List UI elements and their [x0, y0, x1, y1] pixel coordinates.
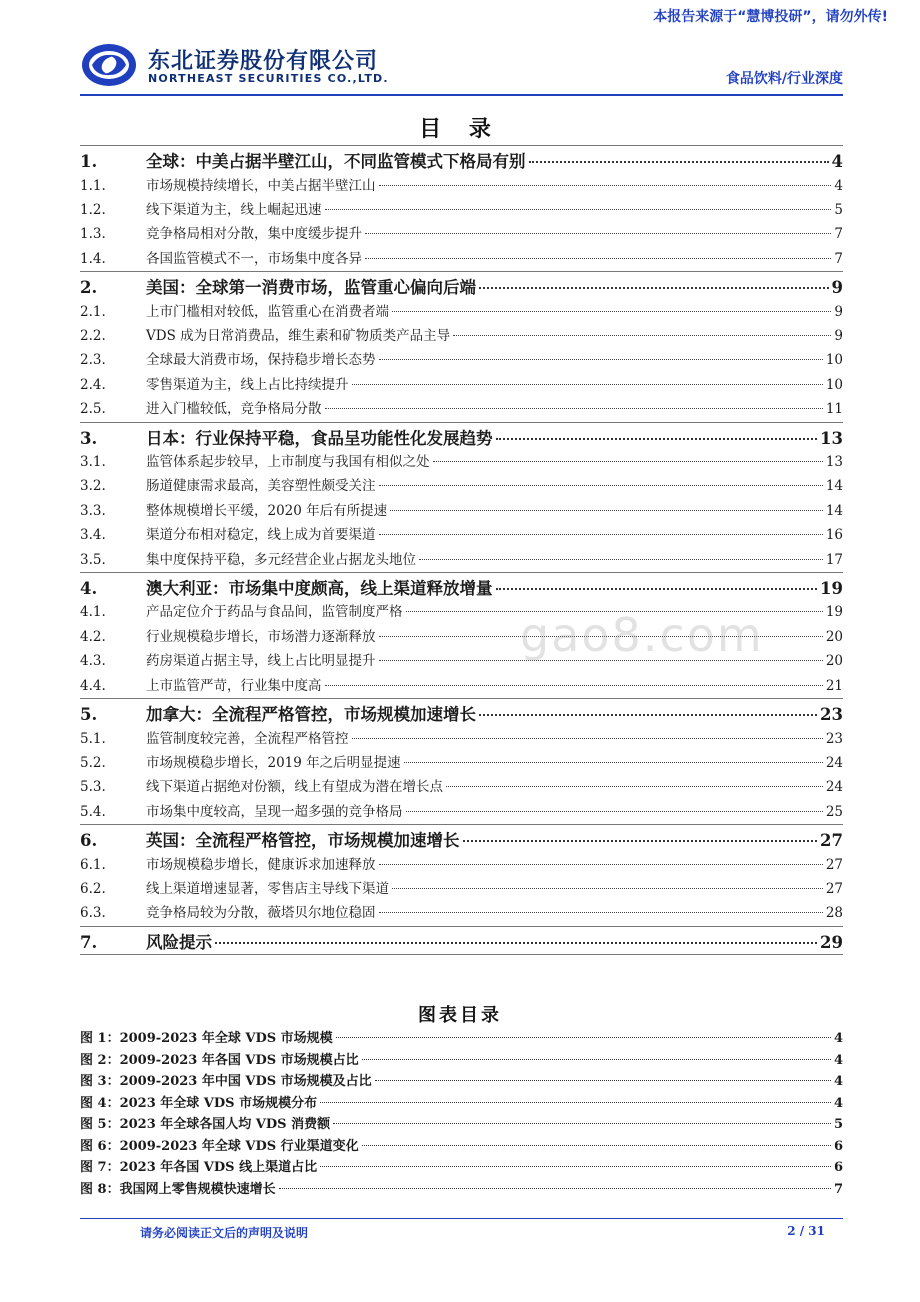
company-name-cn: 东北证券股份有限公司: [148, 49, 379, 74]
company-logo-icon: [80, 42, 138, 88]
toc-entry-number: 1.2.: [80, 201, 106, 218]
toc-entry-page: 27: [825, 856, 843, 873]
toc-entry-number: 5.2.: [80, 754, 106, 771]
toc-leader-dots: [496, 588, 818, 590]
toc-section-entry[interactable]: [80, 348, 843, 372]
toc-entry-page: 9: [834, 303, 843, 320]
toc-entry-number: 7.: [80, 932, 98, 952]
toc-entry-title: 线上渠道增速显著，零售店主导线下渠道: [146, 880, 389, 897]
toc-entry-page: 10: [825, 352, 843, 369]
toc-entry-page: 27: [820, 831, 843, 851]
toc-entry-title: 日本：行业保持平稳，食品呈功能性化发展趋势: [146, 428, 493, 448]
toc-entry-page: 19: [820, 578, 843, 598]
toc-section-entry[interactable]: [80, 397, 843, 421]
figure-leader-dots: [375, 1080, 831, 1081]
figure-list-entry[interactable]: [80, 1049, 843, 1071]
toc-chapter-entry[interactable]: [80, 422, 843, 451]
toc-entry-page: 28: [825, 905, 843, 922]
toc-section-entry[interactable]: [80, 198, 843, 222]
toc-leader-dots: [365, 258, 831, 259]
figure-entry-title: 图 8：我国网上零售规模快速增长: [80, 1181, 276, 1197]
toc-entry-title: 加拿大：全流程严格管控，市场规模加速增长: [146, 705, 476, 725]
toc-entry-title: 整体规模增长平缓，2020 年后有所提速: [146, 502, 388, 519]
toc-section-entry[interactable]: [80, 800, 843, 824]
toc-entry-number: 5.1.: [80, 730, 106, 747]
toc-entry-number: 1.3.: [80, 226, 106, 243]
toc-entry-page: 13: [825, 454, 843, 471]
toc-leader-dots: [390, 510, 823, 511]
toc-entry-number: 6.: [80, 831, 98, 851]
toc-entry-page: 21: [825, 677, 843, 694]
toc-chapter-entry[interactable]: [80, 271, 843, 300]
figure-list: [80, 1027, 843, 1199]
toc-entry-title: 市场规模稳步增长，2019 年之后明显提速: [146, 754, 401, 771]
toc-entry-number: 5.3.: [80, 779, 106, 796]
toc-section-entry[interactable]: [80, 222, 843, 246]
toc-entry-number: 2.4.: [80, 376, 106, 393]
toc-entry-title: 美国：全球第一消费市场，监管重心偏向后端: [146, 278, 476, 298]
toc-section-entry[interactable]: [80, 775, 843, 799]
figure-list-entry[interactable]: [80, 1156, 843, 1178]
toc-chapter-entry[interactable]: [80, 698, 843, 727]
figure-list-entry[interactable]: [80, 1027, 843, 1049]
toc-entry-number: 5.4.: [80, 803, 106, 820]
toc-leader-dots: [479, 714, 817, 716]
figure-list-title: 图表目录: [418, 1005, 502, 1026]
source-banner: 本报告来源于“慧博投研”，请勿外传!: [653, 9, 888, 25]
toc-chapter-entry[interactable]: [80, 926, 843, 955]
toc-entry-number: 4.2.: [80, 628, 106, 645]
toc-leader-dots: [379, 485, 823, 486]
toc-entry-page: 16: [825, 527, 843, 544]
toc-section-entry[interactable]: [80, 523, 843, 547]
toc-entry-page: 5: [834, 201, 843, 218]
toc-leader-dots: [496, 438, 818, 440]
toc-entry-page: 7: [834, 226, 843, 243]
toc-entry-page: 25: [825, 803, 843, 820]
toc-entry-title: 全球：中美占据半壁江山，不同监管模式下格局有别: [146, 152, 526, 171]
footer-notice: 请务必阅读正文后的声明及说明: [140, 1226, 309, 1240]
toc-leader-dots: [379, 534, 823, 535]
header-divider: [80, 94, 843, 96]
toc-entry-page: 9: [834, 327, 843, 344]
table-of-contents: [80, 145, 843, 955]
toc-entry-title: 上市门槛相对较低，监管重心在消费者端: [146, 303, 389, 320]
toc-section-entry[interactable]: [80, 450, 843, 474]
toc-chapter-entry[interactable]: [80, 145, 843, 174]
toc-section-entry[interactable]: [80, 174, 843, 198]
toc-leader-dots: [392, 311, 831, 312]
toc-entry-page: 4: [831, 152, 843, 171]
toc-entry-number: 4.4.: [80, 677, 106, 694]
toc-entry-title: 线下渠道占据绝对份额，线上有望成为潜在增长点: [146, 779, 443, 796]
toc-entry-title: 药房渠道占据主导，线上占比明显提升: [146, 653, 376, 670]
toc-entry-number: 2.1.: [80, 303, 106, 320]
toc-entry-page: 10: [825, 376, 843, 393]
toc-entry-number: 3.: [80, 428, 98, 448]
toc-entry-number: 3.5.: [80, 551, 106, 568]
toc-entry-page: 27: [825, 880, 843, 897]
figure-leader-dots: [362, 1145, 831, 1146]
toc-leader-dots: [352, 384, 823, 385]
toc-entry-number: 6.1.: [80, 856, 106, 873]
toc-section-entry[interactable]: [80, 499, 843, 523]
toc-leader-dots: [215, 942, 817, 944]
toc-section-entry[interactable]: [80, 324, 843, 348]
figure-list-entry[interactable]: [80, 1135, 843, 1157]
toc-entry-title: 上市监管严苛，行业集中度高: [146, 677, 322, 694]
toc-chapter-entry[interactable]: [80, 572, 843, 601]
figure-list-entry[interactable]: [80, 1113, 843, 1135]
toc-section-entry[interactable]: [80, 877, 843, 901]
toc-end-rule: [80, 954, 843, 955]
toc-entry-number: 1.1.: [80, 177, 106, 194]
toc-entry-title: 产品定位介于药品与食品间，监管制度严格: [146, 604, 403, 621]
toc-leader-dots: [404, 762, 823, 763]
toc-entry-page: 20: [825, 628, 843, 645]
toc-section-entry[interactable]: [80, 853, 843, 877]
section-tag: 食品饮料/行业深度: [725, 71, 843, 87]
figure-entry-page: 6: [833, 1138, 843, 1154]
toc-leader-dots: [352, 738, 823, 739]
toc-entry-title: 集中度保持平稳，多元经营企业占据龙头地位: [146, 551, 416, 568]
toc-section-entry[interactable]: [80, 474, 843, 498]
toc-leader-dots: [325, 685, 823, 686]
toc-leader-dots: [379, 359, 823, 360]
toc-entry-number: 2.2.: [80, 327, 106, 344]
figure-leader-dots: [362, 1059, 831, 1060]
figure-entry-page: 6: [833, 1160, 843, 1175]
toc-entry-title: 竞争格局相对分散，集中度缓步提升: [146, 226, 362, 243]
toc-entry-title: 监管制度较完善，全流程严格管控: [146, 730, 349, 747]
figure-entry-page: 4: [833, 1031, 843, 1046]
watermark: gao8.com: [520, 608, 764, 662]
toc-entry-page: 24: [825, 754, 843, 771]
toc-entry-title: 渠道分布相对稳定，线上成为首要渠道: [146, 527, 376, 544]
toc-entry-title: 各国监管模式不一，市场集中度各异: [146, 250, 362, 267]
figure-entry-title: 图 7：2023 年各国 VDS 线上渠道占比: [80, 1160, 318, 1175]
figure-entry-page: 7: [833, 1181, 843, 1197]
figure-list-entry[interactable]: [80, 1092, 843, 1114]
toc-title: 目 录: [419, 116, 501, 142]
toc-entry-page: 23: [825, 730, 843, 747]
figure-entry-page: 4: [833, 1074, 843, 1089]
toc-entry-number: 2.3.: [80, 352, 106, 369]
figure-leader-dots: [333, 1123, 831, 1124]
toc-entry-number: 2.5.: [80, 401, 106, 418]
toc-entry-number: 6.3.: [80, 905, 106, 922]
toc-section-entry[interactable]: [80, 300, 843, 324]
figure-entry-page: 4: [833, 1052, 843, 1068]
toc-entry-title: 澳大利亚：市场集中度颇高，线上渠道释放增量: [146, 578, 493, 598]
toc-entry-title: 市场集中度较高，呈现一超多强的竞争格局: [146, 803, 403, 820]
page-header: [80, 38, 843, 94]
toc-entry-title: 行业规模稳步增长，市场潜力逐渐释放: [146, 628, 376, 645]
toc-entry-title: VDS 成为日常消费品，维生素和矿物质类产品主导: [146, 327, 451, 344]
toc-entry-title: 全球最大消费市场，保持稳步增长态势: [146, 352, 376, 369]
footer-divider: [80, 1218, 843, 1219]
figure-entry-title: 图 1：2009-2023 年全球 VDS 市场规模: [80, 1031, 333, 1046]
toc-entry-page: 20: [825, 653, 843, 670]
toc-entry-page: 23: [820, 705, 843, 725]
toc-leader-dots: [446, 786, 823, 787]
toc-leader-dots: [392, 888, 823, 889]
toc-entry-title: 监管体系起步较早，上市制度与我国有相似之处: [146, 454, 430, 471]
toc-entry-title: 零售渠道为主，线上占比持续提升: [146, 376, 349, 393]
toc-chapter-entry[interactable]: [80, 824, 843, 853]
toc-entry-title: 市场规模稳步增长，健康诉求加速释放: [146, 856, 376, 873]
figure-leader-dots: [336, 1037, 831, 1038]
toc-entry-page: 4: [834, 177, 843, 194]
figure-leader-dots: [320, 1102, 831, 1103]
figure-list-entry[interactable]: [80, 1178, 843, 1200]
toc-leader-dots: [325, 209, 832, 210]
figure-entry-title: 图 3：2009-2023 年中国 VDS 市场规模及占比: [80, 1074, 372, 1089]
toc-entry-page: 11: [825, 401, 843, 418]
toc-entry-page: 9: [831, 278, 843, 298]
toc-entry-page: 13: [820, 428, 843, 448]
toc-leader-dots: [433, 461, 823, 462]
toc-leader-dots: [379, 864, 823, 865]
toc-entry-number: 1.4.: [80, 250, 106, 267]
figure-entry-page: 5: [833, 1117, 843, 1132]
toc-entry-page: 29: [820, 932, 843, 952]
toc-entry-page: 17: [825, 551, 843, 568]
figure-entry-title: 图 4：2023 年全球 VDS 市场规模分布: [80, 1095, 318, 1111]
toc-entry-title: 风险提示: [146, 932, 212, 952]
toc-entry-number: 6.2.: [80, 880, 106, 897]
toc-entry-number: 4.: [80, 578, 98, 598]
toc-entry-number: 3.1.: [80, 454, 106, 471]
figure-list-entry[interactable]: [80, 1070, 843, 1092]
toc-section-entry[interactable]: [80, 247, 843, 271]
figure-entry-title: 图 2：2009-2023 年各国 VDS 市场规模占比: [80, 1052, 359, 1068]
toc-entry-title: 英国：全流程严格管控，市场规模加速增长: [146, 831, 460, 851]
toc-leader-dots: [529, 161, 829, 163]
toc-leader-dots: [406, 811, 823, 812]
toc-entry-number: 4.1.: [80, 604, 106, 621]
figure-leader-dots: [279, 1188, 831, 1189]
toc-entry-title: 进入门槛较低，竞争格局分散: [146, 401, 322, 418]
toc-entry-number: 4.3.: [80, 653, 106, 670]
toc-entry-number: 2.: [80, 278, 98, 298]
toc-entry-page: 19: [825, 604, 843, 621]
figure-leader-dots: [320, 1166, 831, 1167]
toc-leader-dots: [479, 287, 829, 289]
figure-entry-title: 图 5：2023 年全球各国人均 VDS 消费额: [80, 1117, 331, 1132]
company-name-en: NORTHEAST SECURITIES CO.,LTD.: [148, 72, 389, 85]
toc-section-entry[interactable]: [80, 751, 843, 775]
toc-leader-dots: [379, 185, 832, 186]
toc-entry-page: 7: [834, 250, 843, 267]
toc-entry-title: 市场规模持续增长，中美占据半壁江山: [146, 177, 376, 194]
toc-entry-number: 5.: [80, 705, 98, 725]
toc-entry-page: 14: [825, 478, 843, 495]
toc-entry-page: 14: [825, 502, 843, 519]
toc-leader-dots: [325, 408, 823, 409]
toc-section-entry[interactable]: [80, 548, 843, 572]
toc-entry-number: 3.2.: [80, 478, 106, 495]
toc-section-entry[interactable]: [80, 727, 843, 751]
toc-entry-number: 1.: [80, 152, 98, 171]
toc-leader-dots: [365, 233, 831, 234]
toc-leader-dots: [379, 912, 823, 913]
toc-entry-number: 3.4.: [80, 527, 106, 544]
figure-entry-page: 4: [833, 1095, 843, 1111]
toc-section-entry[interactable]: [80, 901, 843, 925]
toc-section-entry[interactable]: [80, 674, 843, 698]
figure-entry-title: 图 6：2009-2023 年全球 VDS 行业渠道变化: [80, 1138, 359, 1154]
toc-entry-number: 3.3.: [80, 502, 106, 519]
page-indicator: 2 / 31: [787, 1224, 825, 1238]
toc-leader-dots: [419, 559, 823, 560]
toc-entry-title: 竞争格局较为分散，薇塔贝尔地位稳固: [146, 905, 376, 922]
toc-entry-title: 线下渠道为主，线上崛起迅速: [146, 201, 322, 218]
toc-leader-dots: [453, 335, 831, 336]
toc-entry-title: 肠道健康需求最高，美容塑性颇受关注: [146, 478, 376, 495]
toc-entry-page: 24: [825, 779, 843, 796]
toc-section-entry[interactable]: [80, 373, 843, 397]
toc-leader-dots: [463, 840, 818, 842]
